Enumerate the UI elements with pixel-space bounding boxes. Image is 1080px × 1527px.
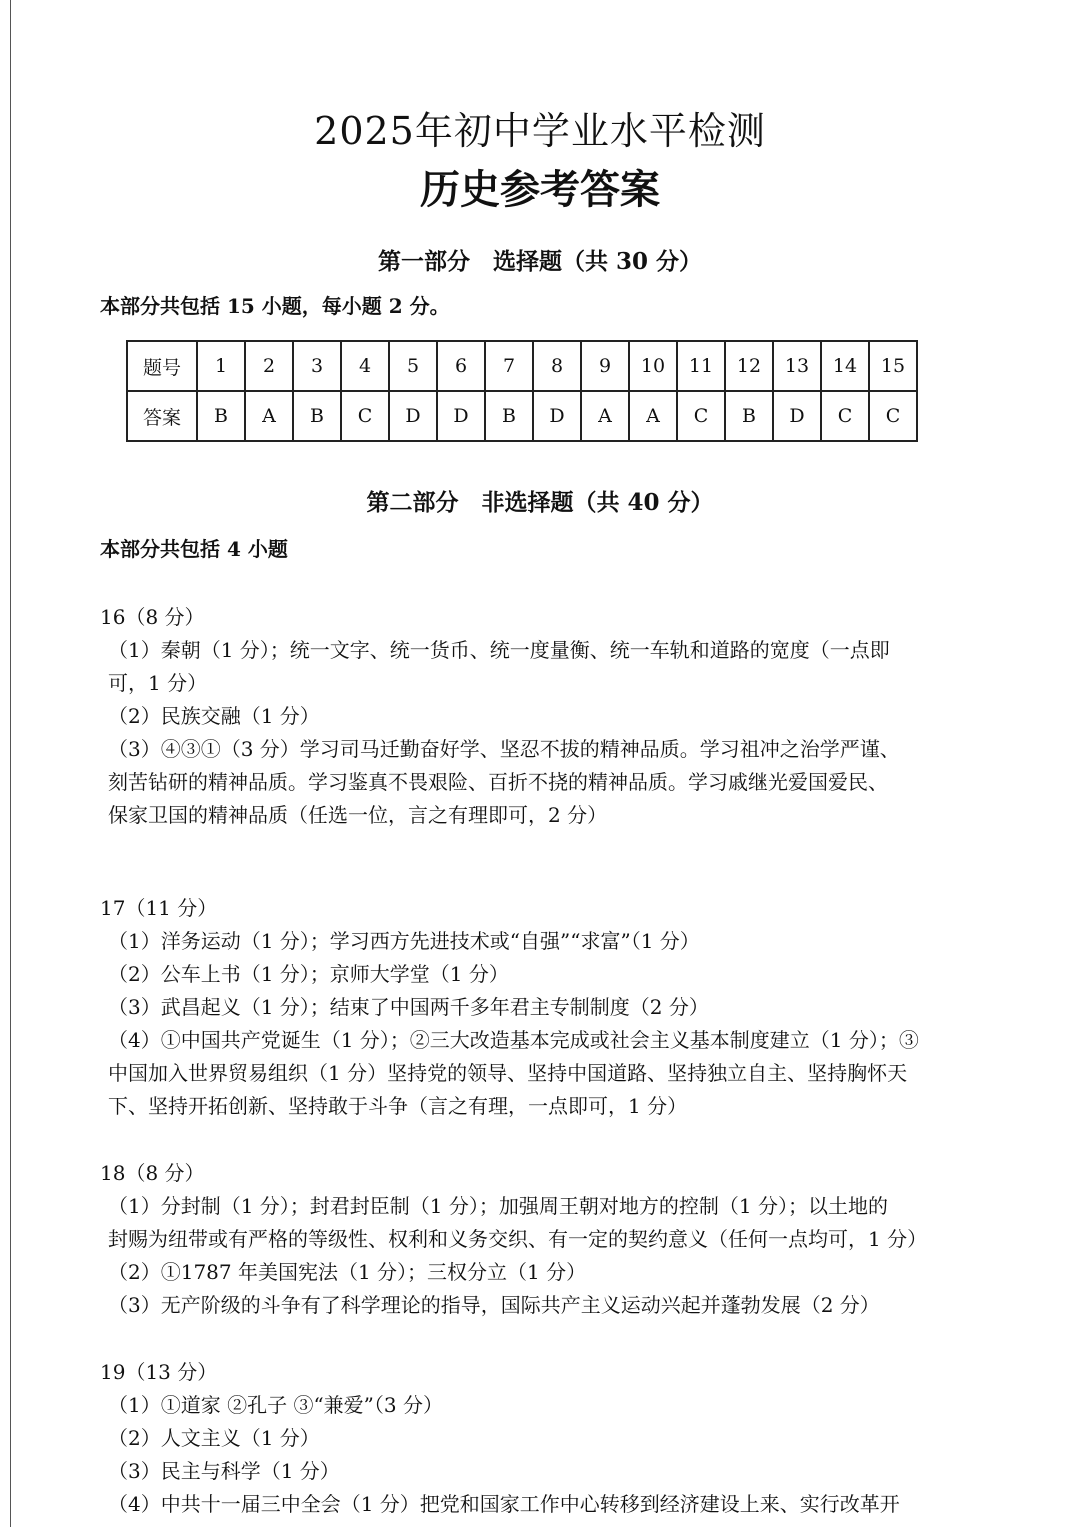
answer-cell: B	[485, 391, 533, 441]
question-head: 19（13 分）	[100, 1360, 218, 1384]
question-number-cell: 12	[725, 341, 773, 391]
document-title: 2025年初中学业水平检测	[314, 109, 766, 153]
question-number-cell: 15	[869, 341, 917, 391]
document-subtitle: 历史参考答案	[420, 166, 660, 213]
question-number-cell: 14	[821, 341, 869, 391]
answer-table-number-row	[127, 341, 917, 391]
answer-cell: A	[629, 391, 677, 441]
answer-line: （2）①1787 年美国宪法（1 分）；三权分立（1 分）	[108, 1260, 587, 1284]
answer-cell: A	[581, 391, 629, 441]
row-label-answer: 答案	[127, 391, 197, 441]
question-number-cell: 9	[581, 341, 629, 391]
answer-line: （1）秦朝（1 分）；统一文字、统一货币、统一度量衡、统一车轨和道路的宽度（一点即	[108, 638, 890, 662]
answer-cell: D	[437, 391, 485, 441]
answer-line: （1）①道家 ②孔子 ③“兼爱”（3 分）	[108, 1393, 443, 1417]
answer-line: （1）分封制（1 分）；封君封臣制（1 分）；加强周王朝对地方的控制（1 分）；以土地的	[108, 1194, 888, 1218]
question-number-cell: 6	[437, 341, 485, 391]
question-number-cell: 4	[341, 341, 389, 391]
answer-cell: D	[533, 391, 581, 441]
question-number-cell: 2	[245, 341, 293, 391]
question-number-cell: 5	[389, 341, 437, 391]
answer-table-answer-row	[127, 391, 917, 441]
answer-line: 可，1 分）	[108, 671, 208, 695]
question-number-cell: 10	[629, 341, 677, 391]
question-number-cell: 3	[293, 341, 341, 391]
answer-cell: D	[389, 391, 437, 441]
answer-cell: B	[293, 391, 341, 441]
answer-line: （3）无产阶级的斗争有了科学理论的指导，国际共产主义运动兴起并蓬勃发展（2 分）	[108, 1293, 880, 1317]
answer-cell: B	[197, 391, 245, 441]
question-head: 18（8 分）	[100, 1161, 205, 1185]
answer-cell: C	[677, 391, 725, 441]
row-label-question: 题号	[127, 341, 197, 391]
page-edge-line	[10, 0, 11, 1527]
answer-line: （4）①中国共产党诞生（1 分）；②三大改造基本完成或社会主义基本制度建立（1 分）；③	[108, 1028, 919, 1052]
answer-line: 下、坚持开拓创新、坚持敢于斗争（言之有理，一点即可，1 分）	[108, 1094, 688, 1118]
question-number-cell: 8	[533, 341, 581, 391]
answer-line: 保家卫国的精神品质（任选一位，言之有理即可，2 分）	[108, 803, 608, 827]
answer-line: （2）人文主义（1 分）	[108, 1426, 320, 1450]
answer-line: （3）④③①（3 分）学习司马迁勤奋好学、坚忍不拔的精神品质。学习祖冲之治学严谨、	[108, 737, 900, 761]
answer-line: （1）洋务运动（1 分）；学习西方先进技术或“自强”“求富”（1 分）	[108, 929, 700, 953]
answer-line: （2）民族交融（1 分）	[108, 704, 320, 728]
answer-cell: C	[341, 391, 389, 441]
question-number-cell: 7	[485, 341, 533, 391]
answer-line: 中国加入世界贸易组织（1 分）坚持党的领导、坚持中国道路、坚持独立自主、坚持胸怀天	[108, 1061, 908, 1085]
question-16	[100, 601, 1000, 832]
question-17	[100, 892, 1000, 1123]
answer-line: 刻苦钻研的精神品质。学习鉴真不畏艰险、百折不挠的精神品质。学习戚继光爱国爱民、	[108, 770, 888, 794]
answer-cell: C	[821, 391, 869, 441]
answer-line: （4）中共十一届三中全会（1 分）把党和国家工作中心转移到经济建设上来、实行改革开	[108, 1492, 900, 1516]
answer-table	[126, 340, 918, 442]
answer-line: 封赐为纽带或有严格的等级性、权利和义务交织、有一定的契约意义（任何一点均可，1 分）	[108, 1227, 928, 1251]
answer-line: （3）民主与科学（1 分）	[108, 1459, 340, 1483]
question-number-cell: 13	[773, 341, 821, 391]
answer-line: （2）公车上书（1 分）；京师大学堂（1 分）	[108, 962, 509, 986]
answer-cell: D	[773, 391, 821, 441]
question-number-cell: 1	[197, 341, 245, 391]
part1-note: 本部分共包括 15 小题，每小题 2 分。	[100, 294, 450, 318]
question-18	[100, 1157, 1000, 1322]
part2-note: 本部分共包括 4 小题	[100, 537, 288, 561]
answer-cell: C	[869, 391, 917, 441]
question-head: 16（8 分）	[100, 605, 205, 629]
question-head: 17（11 分）	[100, 896, 218, 920]
answer-cell: B	[725, 391, 773, 441]
answer-cell: A	[245, 391, 293, 441]
part1-heading: 第一部分 选择题（共 30 分）	[377, 248, 703, 275]
question-number-cell: 11	[677, 341, 725, 391]
answer-line: （3）武昌起义（1 分）；结束了中国两千多年君主专制制度（2 分）	[108, 995, 709, 1019]
part2-heading: 第二部分 非选择题（共 40 分）	[366, 489, 714, 516]
question-19	[100, 1356, 1000, 1521]
